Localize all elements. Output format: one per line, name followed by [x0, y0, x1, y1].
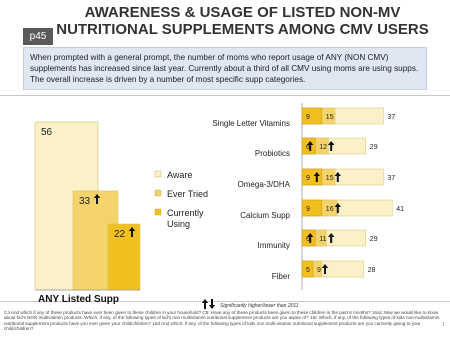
- data-label-any-0: 56: [41, 127, 53, 138]
- legend-swatch-1: [155, 190, 161, 196]
- x-label-any-listed: ANY Listed Supp: [38, 294, 119, 305]
- title-line-2: NUTRITIONAL SUPPLEMENTS AMONG CMV USERS: [56, 21, 429, 38]
- value-ever-tried-immunity: 11: [319, 236, 327, 243]
- category-label-fiber: Fiber: [271, 272, 290, 281]
- data-label-any-1: 33: [79, 196, 91, 207]
- legend-label-using: Using: [167, 219, 191, 229]
- category-label-probiotics: Probiotics: [254, 149, 290, 158]
- value-ever-tried-calcium-supp: 16: [325, 206, 334, 213]
- data-label-any-2: 22: [114, 229, 126, 240]
- value-ever-tried-single-letter-vitamins: 15: [325, 114, 334, 121]
- legend-label-aware: Aware: [167, 170, 193, 180]
- value-ever-tried-probiotics: 12: [319, 144, 327, 151]
- value-aware-immunity: 29: [369, 236, 378, 243]
- page-number: 1: [442, 322, 445, 328]
- legend-label-ever-tried: Ever Tried: [167, 189, 209, 199]
- value-currently-calcium-supp: 9: [306, 206, 310, 213]
- legend-swatch-0: [155, 171, 161, 177]
- category-label-calcium-supp: Calcium Supp: [240, 211, 290, 220]
- intro-text: When prompted with a general prompt, the number of moms who report usage of ANY (NON CMV) supplements has increased since last year. Currently about a third of all CMV using moms are using supps. The overall increase is driven by a number of most specific supp categories.: [23, 47, 427, 90]
- value-currently-probiotics: 6: [306, 144, 310, 151]
- value-ever-tried-fiber: 9: [317, 267, 321, 274]
- legend-label-currently: Currently: [167, 208, 204, 218]
- bar-currently-calcium-supp: [302, 200, 322, 216]
- bar-currently-omega-3-dha: [302, 169, 322, 185]
- value-ever-tried-omega-3-dha: 15: [325, 175, 334, 182]
- page-badge: p45: [23, 28, 53, 45]
- category-label-omega-3-dha: Omega-3/DHA: [237, 180, 290, 189]
- value-aware-fiber: 28: [367, 267, 376, 274]
- value-currently-fiber: 5: [306, 267, 310, 274]
- footnotes: C4 And which if any of these products have ever been given to these children in your household? C5: Have any of these products been given to these children in the past 6 months? 16a1 Now we would like to know about kid's NON multivitamin products. Which, if any, of the following types of kid's non multivitamin nutritional supplement products are you aware of? 16c Which, if any, of the following types of kids non-multivitamin nutritional supplement products have you ever given your child/children? 16d And which, if any, of the following types of kids non multi-vitamin nutritional supplement products are you currently giving to your child/children?: [4, 310, 440, 332]
- note-down-arrow: [209, 299, 215, 309]
- value-currently-immunity: 6: [306, 236, 310, 243]
- bar-currently-single-letter-vitamins: [302, 108, 322, 124]
- value-currently-single-letter-vitamins: 9: [306, 114, 310, 121]
- category-label-immunity: Immunity: [257, 241, 290, 250]
- legend-swatch-2: [155, 209, 161, 215]
- value-aware-omega-3-dha: 37: [387, 175, 396, 182]
- category-label-single-letter-vitamins: Single Letter Vitamins: [212, 119, 290, 128]
- value-aware-probiotics: 29: [369, 144, 378, 151]
- value-currently-omega-3-dha: 9: [306, 175, 310, 182]
- value-aware-single-letter-vitamins: 37: [387, 114, 396, 121]
- sig-note: Significantly higher/lower than 2011: [220, 303, 299, 309]
- value-aware-calcium-supp: 41: [396, 206, 404, 213]
- title-line-1: AWARENESS & USAGE OF LISTED NON-MV: [84, 4, 401, 21]
- note-up-arrow: [202, 299, 208, 309]
